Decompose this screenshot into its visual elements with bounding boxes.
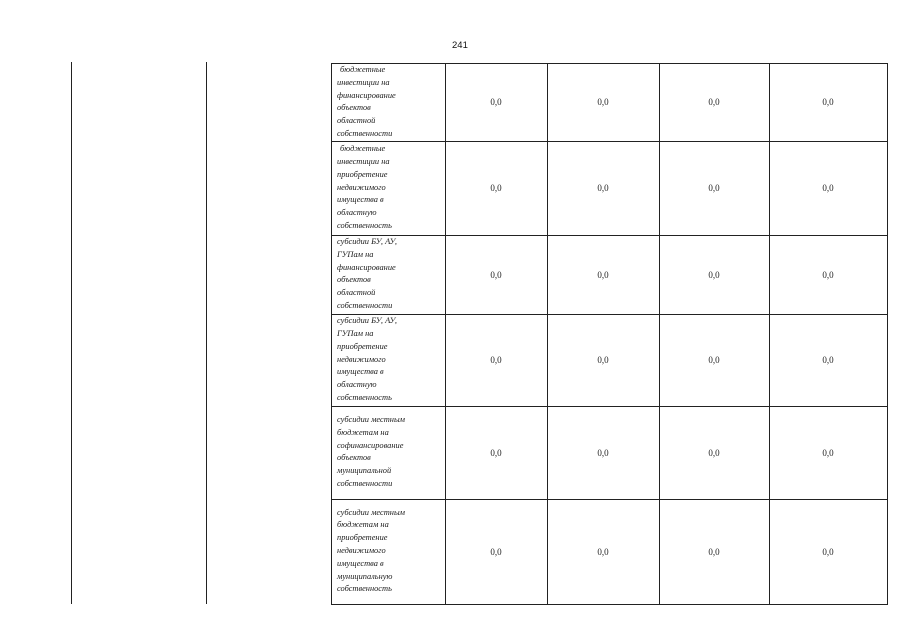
table-vertical-line	[547, 63, 548, 605]
row-label-line: объектов	[337, 275, 371, 285]
row-label-line: недвижимого	[337, 546, 386, 556]
row-label	[337, 507, 445, 597]
table-horizontal-line	[331, 499, 888, 500]
value-cell: 0,0	[822, 269, 834, 280]
row-label-line: имущества в	[337, 558, 384, 568]
row-label-line: недвижимого	[337, 354, 386, 364]
table-vertical-line	[887, 63, 888, 605]
value-cell: 0,0	[597, 447, 609, 458]
table-vertical-line	[331, 63, 332, 605]
row-label	[337, 315, 445, 405]
row-label-line: приобретение	[337, 341, 388, 351]
row-label-line: субсидии БУ, АУ,	[337, 316, 397, 326]
row-label-line: финансирование	[337, 90, 396, 100]
row-label-line: бюджетные	[340, 144, 386, 154]
value-cell: 0,0	[490, 97, 502, 107]
page-number: 241	[452, 40, 468, 51]
row-label	[337, 414, 445, 491]
value-cell: 0,0	[822, 97, 834, 107]
row-label-line: софинансирование	[337, 440, 404, 450]
row-label-line: бюджетные	[340, 65, 386, 74]
value-cell: 0,0	[708, 355, 720, 365]
value-cell: 0,0	[597, 355, 609, 365]
value-cell: 0,0	[490, 183, 502, 193]
value-cell: 0,0	[822, 546, 834, 557]
row-label-line: инвестиции на	[337, 156, 390, 166]
row-label-line: приобретение	[337, 533, 388, 543]
table-vertical-line	[445, 63, 446, 605]
row-label-line: субсидии местным	[337, 415, 405, 425]
row-label-line: областной	[337, 116, 376, 126]
value-cell: 0,0	[490, 546, 502, 557]
value-cell: 0,0	[708, 269, 720, 280]
left-column-line-2	[206, 62, 207, 604]
value-cell: 0,0	[822, 183, 834, 193]
value-cell: 0,0	[597, 546, 609, 557]
row-label-line: ГУПам на	[337, 249, 374, 259]
table-vertical-line	[769, 63, 770, 605]
row-label-line: финансирование	[337, 262, 396, 272]
value-cell: 0,0	[822, 355, 834, 365]
row-label-line: областную	[337, 208, 377, 218]
row-label-line: объектов	[337, 103, 371, 113]
row-label-line: субсидии местным	[337, 507, 405, 517]
row-label-line: собственность	[337, 220, 392, 230]
value-cell: 0,0	[708, 546, 720, 557]
value-cell: 0,0	[597, 97, 609, 107]
row-label-line: областной	[337, 288, 376, 298]
table-horizontal-line	[331, 604, 888, 605]
row-label-line: муниципальной	[337, 466, 392, 476]
value-cell: 0,0	[490, 355, 502, 365]
value-cell: 0,0	[708, 97, 720, 107]
value-cell: 0,0	[490, 447, 502, 458]
row-label-line: собственности	[337, 128, 393, 138]
row-label-line: собственности	[337, 301, 393, 311]
row-label-line: недвижимого	[337, 182, 386, 192]
value-cell: 0,0	[597, 183, 609, 193]
value-cell: 0,0	[490, 269, 502, 280]
table-vertical-line	[659, 63, 660, 605]
row-label	[337, 143, 445, 233]
row-label-line: имущества в	[337, 195, 384, 205]
row-label-line: имущества в	[337, 367, 384, 377]
row-label	[337, 236, 445, 313]
value-cell: 0,0	[822, 447, 834, 458]
row-label-line: бюджетам на	[337, 520, 389, 530]
table-horizontal-line	[331, 406, 888, 407]
row-label-line: собственности	[337, 479, 393, 489]
row-label-line: приобретение	[337, 169, 388, 179]
row-label-line: собственность	[337, 392, 392, 402]
left-column-line-1	[71, 62, 72, 604]
row-label-line: бюджетам на	[337, 427, 389, 437]
row-label-line: субсидии БУ, АУ,	[337, 237, 397, 247]
row-label-line: объектов	[337, 453, 371, 463]
value-cell: 0,0	[708, 183, 720, 193]
value-cell: 0,0	[708, 447, 720, 458]
table-horizontal-line	[331, 141, 888, 142]
row-label-line: ГУПам на	[337, 328, 374, 338]
row-label-line: муниципальную	[337, 571, 393, 581]
row-label	[337, 64, 445, 141]
row-label-line: областную	[337, 380, 377, 390]
row-label-line: собственность	[337, 584, 392, 594]
row-label-line: инвестиции на	[337, 77, 390, 87]
value-cell: 0,0	[597, 269, 609, 280]
